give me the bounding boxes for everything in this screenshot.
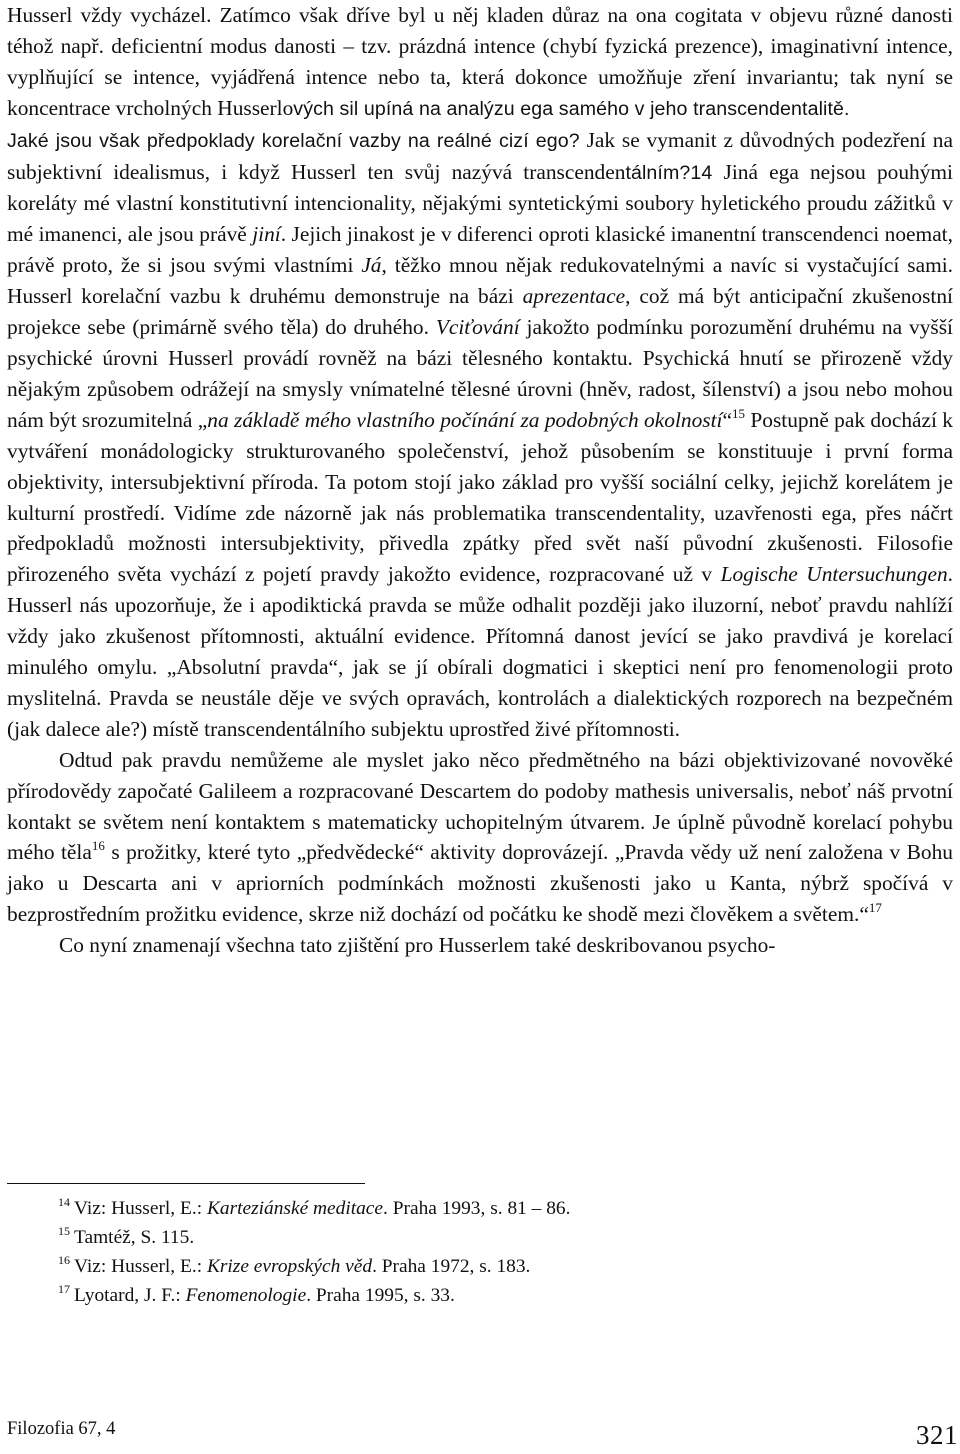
italic-term: jiní [252,222,281,247]
footnote-text: Tamtéž, S. 115. [74,1227,195,1248]
text-run: , těžko mnou nějak redukovatelnými a navíc si vystačující sami. Husserl korelační vazbu k druhému demonstruje na bázi [7,253,953,309]
italic-quote: na základě mého vlastního počínání za podobných okolností [207,407,723,432]
footnote-14 [58,1194,918,1223]
text-run-sans: vých sil upíná na analýzu ega samého v jeho transcendentalitě. Jaké jsou však předpoklady korelační vazby na reálné cizí ego? [7,97,850,152]
footnote-ref-16[interactable]: 16 [91,838,105,854]
text-run: Odtud pak pravdu nemůžeme ale myslet jako něco předmětného na bázi objektivizované novověké přírodovědy započaté Galileem a rozpracované Descartem do podoby mathesis universalis, neboť náš prvotní kontakt se světem není kontaktem s matematicky uchopitelným útvarem. Je úplně původně korelací pohybu mého těla [7,747,953,865]
footnote-number: 16 [58,1253,70,1267]
italic-term: aprezentace [522,284,626,309]
text-run: Co nyní znamenají všechna tato zjištění pro Husserlem také deskribovanou psycho- [59,933,776,958]
footnote-ref-15[interactable]: 15 [732,405,745,421]
footnote-number: 15 [58,1224,70,1238]
text-run: , což má být anticipační zkušenostní projekce sebe (primárně svého těla) do druhého. [7,284,953,340]
footnote-text: Lyotard, J. F.: [74,1285,186,1306]
footnote-number: 17 [58,1282,70,1296]
footnote-title: Karteziánské meditace [206,1198,384,1219]
footnote-17 [58,1281,918,1310]
paragraph-3 [7,930,953,961]
text-run: Jak se vymanit z důvodných podezření na subjektivní idealismus, i když Husserl ten svůj nazývá transcenden [7,127,953,184]
footnote-text: Viz: Husserl, E.: [74,1198,207,1219]
footnote-number: 14 [58,1195,70,1209]
footnote-text: . Praha 1995, s. 33. [306,1285,455,1306]
footnote-title: Krize evropských věd [206,1256,373,1277]
paragraph-1 [7,0,953,745]
text-run-sans: tálním?14 [625,161,713,184]
text-run: “ [722,407,732,432]
body-text [7,0,953,961]
text-run: Jiná ega nejsou pouhými koreláty mé vlastní konstitutivní intencionality, nějakými syntetickými soubory hyletického proudu zážitků v mé imanenci, ale jsou právě [7,159,954,247]
text-run: Postupně pak dochází k vytváření monádologicky strukturovaného společenství, jehož působením se konstituuje i první forma objektivity, intersubjektivní příroda. Ta potom stojí jako základ pro vyšší sociální celky, jejichž korelátem je kulturní prostředí. Vidíme zde názorně jak nás problematika transcendentality, uzavřenosti ega, přes náčrt předpokladů možnosti intersubjektivity, přivedla zpátky před svět naší původní zkušenosti. Filosofie přirozeného světa vychází z pojetí pravdy jakožto evidence, rozpracované už v [7,407,954,587]
italic-term: Já [361,253,382,278]
footnote-text: Viz: Husserl, E.: [74,1256,207,1277]
footnote-separator [7,1183,365,1184]
text-run: jakožto podmínku porozumění druhému na vyšší psychické úrovni Husserl provádí rovněž na bázi tělesného kontaktu. Psychická hnutí se přirozeně vždy nějakým způsobem odrážejí na smysly vnímatelné tělesné úrovni (hněv, radost, šílenství) a jsou nebo mohou nám být srozumitelná „ [7,315,953,432]
italic-term: Vciťování [435,315,520,340]
text-run: s prožitky, které tyto „předvědecké“ aktivity doprovázejí. „Pravda vědy už není založena v Bohu jako u Descarta ani v apriorních podmínkách možnosti zkušenosti jako u Kanta, nýbrž spočívá v bezprostředním prožitku evidence, skrze niž dochází od počátku ke shodě mezi člověkem a světem.“ [7,840,953,927]
footnote-text: . Praha 1972, s. 183. [372,1256,531,1277]
page-number: 321 [916,1420,958,1450]
journal-name: Filozofia 67, 4 [7,1419,116,1439]
footnote-text: . Praha 1993, s. 81 – 86. [383,1198,571,1219]
text-run: . Jejich jinakost je v diferenci oproti klasické imanentní transcendenci noemat, právě proto, že si jsou svými vlastními [7,222,953,278]
footnote-15 [58,1223,918,1252]
paragraph-2 [7,745,953,930]
text-run: Husserl vždy vycházel. Zatímco však dříve byl u něj kladen důraz na ona cogitata v objevu různé danosti téhož např. deficientní modus danosti – tzv. prázdná intence (chybí fyzická prezence), imaginativní intence, vyplňující se intence, vyjádřená intence nebo ta, která dokonce umožňuje zření invariantu; tak nyní se koncentrace vrcholných Husserlo [7,3,953,120]
text-run: . Husserl nás upozorňuje, že i apodiktická pravda se může odhalit později jako iluzorní, neboť pravdu nahlíží vždy jako zkušenost přítomnosti, aktuální evidence. Přítomná danost jevící se jako pravdivá je korelací minulého omylu. „Absolutní pravda“, jak se jí obírali dogmatici i skeptici není pro fenomenologii proto myslitelná. Pravda se neustále děje ve svých opravách, kontrolách a dialektických rozporech na bezpečném (jak dalece ale?) místě transcendentálního subjektu uprostřed živé přítomnosti. [7,562,953,741]
footnotes [58,1194,918,1310]
footnote-ref-17[interactable]: 17 [868,900,882,916]
footnote-title: Fenomenologie [185,1285,307,1306]
italic-title: Logische Untersuchungen [720,562,948,587]
footnote-16 [58,1252,918,1281]
